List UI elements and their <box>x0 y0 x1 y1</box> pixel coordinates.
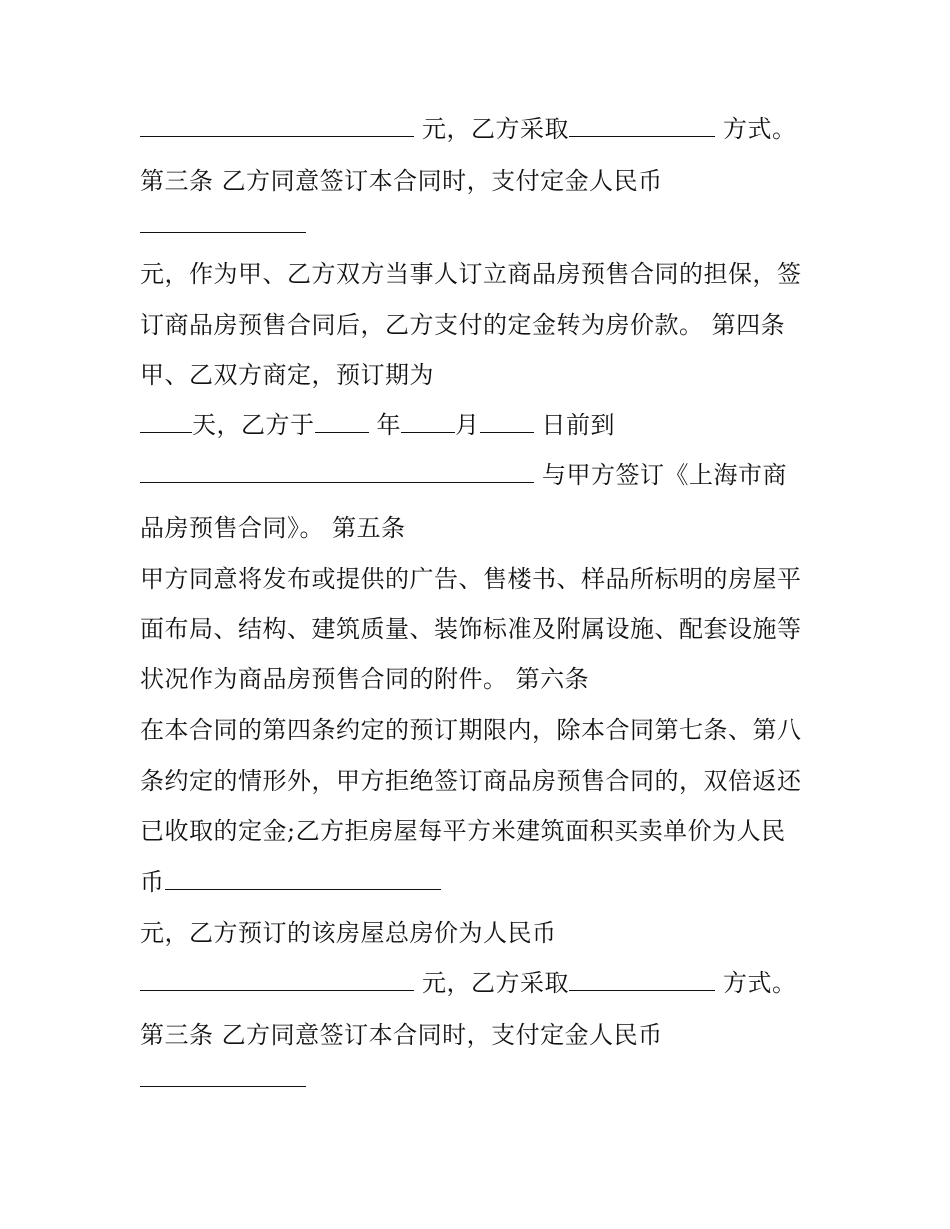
doc-line-16 <box>140 867 441 897</box>
line-text: 方式。 <box>723 115 797 143</box>
fill-blank <box>140 460 534 483</box>
doc-line-6 <box>140 360 434 390</box>
doc-line-11 <box>140 614 802 644</box>
line-text: 面布局、结构、建筑质量、装饰标准及附属设施、配套设施等 <box>140 615 802 643</box>
line-text: 品房预售合同》。 第五条 <box>140 514 406 542</box>
doc-line-10 <box>140 564 802 594</box>
line-text: 日前到 <box>541 411 615 439</box>
fill-blank <box>165 867 441 890</box>
doc-line-7 <box>140 410 615 440</box>
line-text: 天，乙方于 <box>192 411 315 439</box>
line-text: 与甲方签订《上海市商 <box>542 461 787 489</box>
fill-blank <box>140 114 414 137</box>
fill-blank <box>140 410 192 433</box>
line-text: 元，乙方采取 <box>422 969 569 997</box>
line-text: 甲、乙双方商定，预订期为 <box>140 361 434 389</box>
fill-blank <box>315 410 369 433</box>
doc-line-12 <box>140 664 589 694</box>
doc-line-18 <box>140 968 797 998</box>
line-text: 在本合同的第四条约定的预订期限内，除本合同第七条、第八 <box>140 716 802 744</box>
doc-line-17 <box>140 918 557 948</box>
line-text: 条约定的情形外，甲方拒绝签订商品房预售合同的，双倍返还 <box>140 767 802 795</box>
doc-line-9 <box>140 513 406 543</box>
doc-line-3 <box>140 210 306 240</box>
doc-line-19 <box>140 1020 663 1050</box>
fill-blank <box>140 1064 306 1087</box>
doc-line-2 <box>140 166 663 196</box>
line-text: 币 <box>140 868 165 896</box>
fill-blank <box>480 410 534 433</box>
doc-line-13 <box>140 715 802 745</box>
doc-line-8 <box>140 460 787 490</box>
line-text: 月 <box>455 411 480 439</box>
line-text: 年 <box>376 411 401 439</box>
doc-line-15 <box>140 816 786 846</box>
doc-line-20 <box>140 1064 306 1094</box>
line-text: 已收取的定金;乙方拒房屋每平方米建筑面积买卖单价为人民 <box>140 817 786 845</box>
fill-blank <box>401 410 455 433</box>
line-text: 甲方同意将发布或提供的广告、售楼书、样品所标明的房屋平 <box>140 565 802 593</box>
line-text: 元，乙方采取 <box>422 115 569 143</box>
line-text: 第三条 乙方同意签订本合同时，支付定金人民币 <box>140 1021 663 1049</box>
doc-line-1 <box>140 114 797 144</box>
doc-line-4 <box>140 259 802 289</box>
line-text: 元，作为甲、乙方双方当事人订立商品房预售合同的担保，签 <box>140 260 802 288</box>
fill-blank <box>140 210 306 233</box>
doc-line-5 <box>140 310 785 340</box>
line-text: 元，乙方预订的该房屋总房价为人民币 <box>140 919 557 947</box>
fill-blank <box>569 968 715 991</box>
line-text: 方式。 <box>723 969 797 997</box>
line-text: 第三条 乙方同意签订本合同时，支付定金人民币 <box>140 167 663 195</box>
doc-line-14 <box>140 766 802 796</box>
fill-blank <box>140 968 414 991</box>
line-text: 状况作为商品房预售合同的附件。 第六条 <box>140 665 590 693</box>
line-text: 订商品房预售合同后，乙方支付的定金转为房价款。 第四条 <box>140 311 786 339</box>
fill-blank <box>569 114 715 137</box>
